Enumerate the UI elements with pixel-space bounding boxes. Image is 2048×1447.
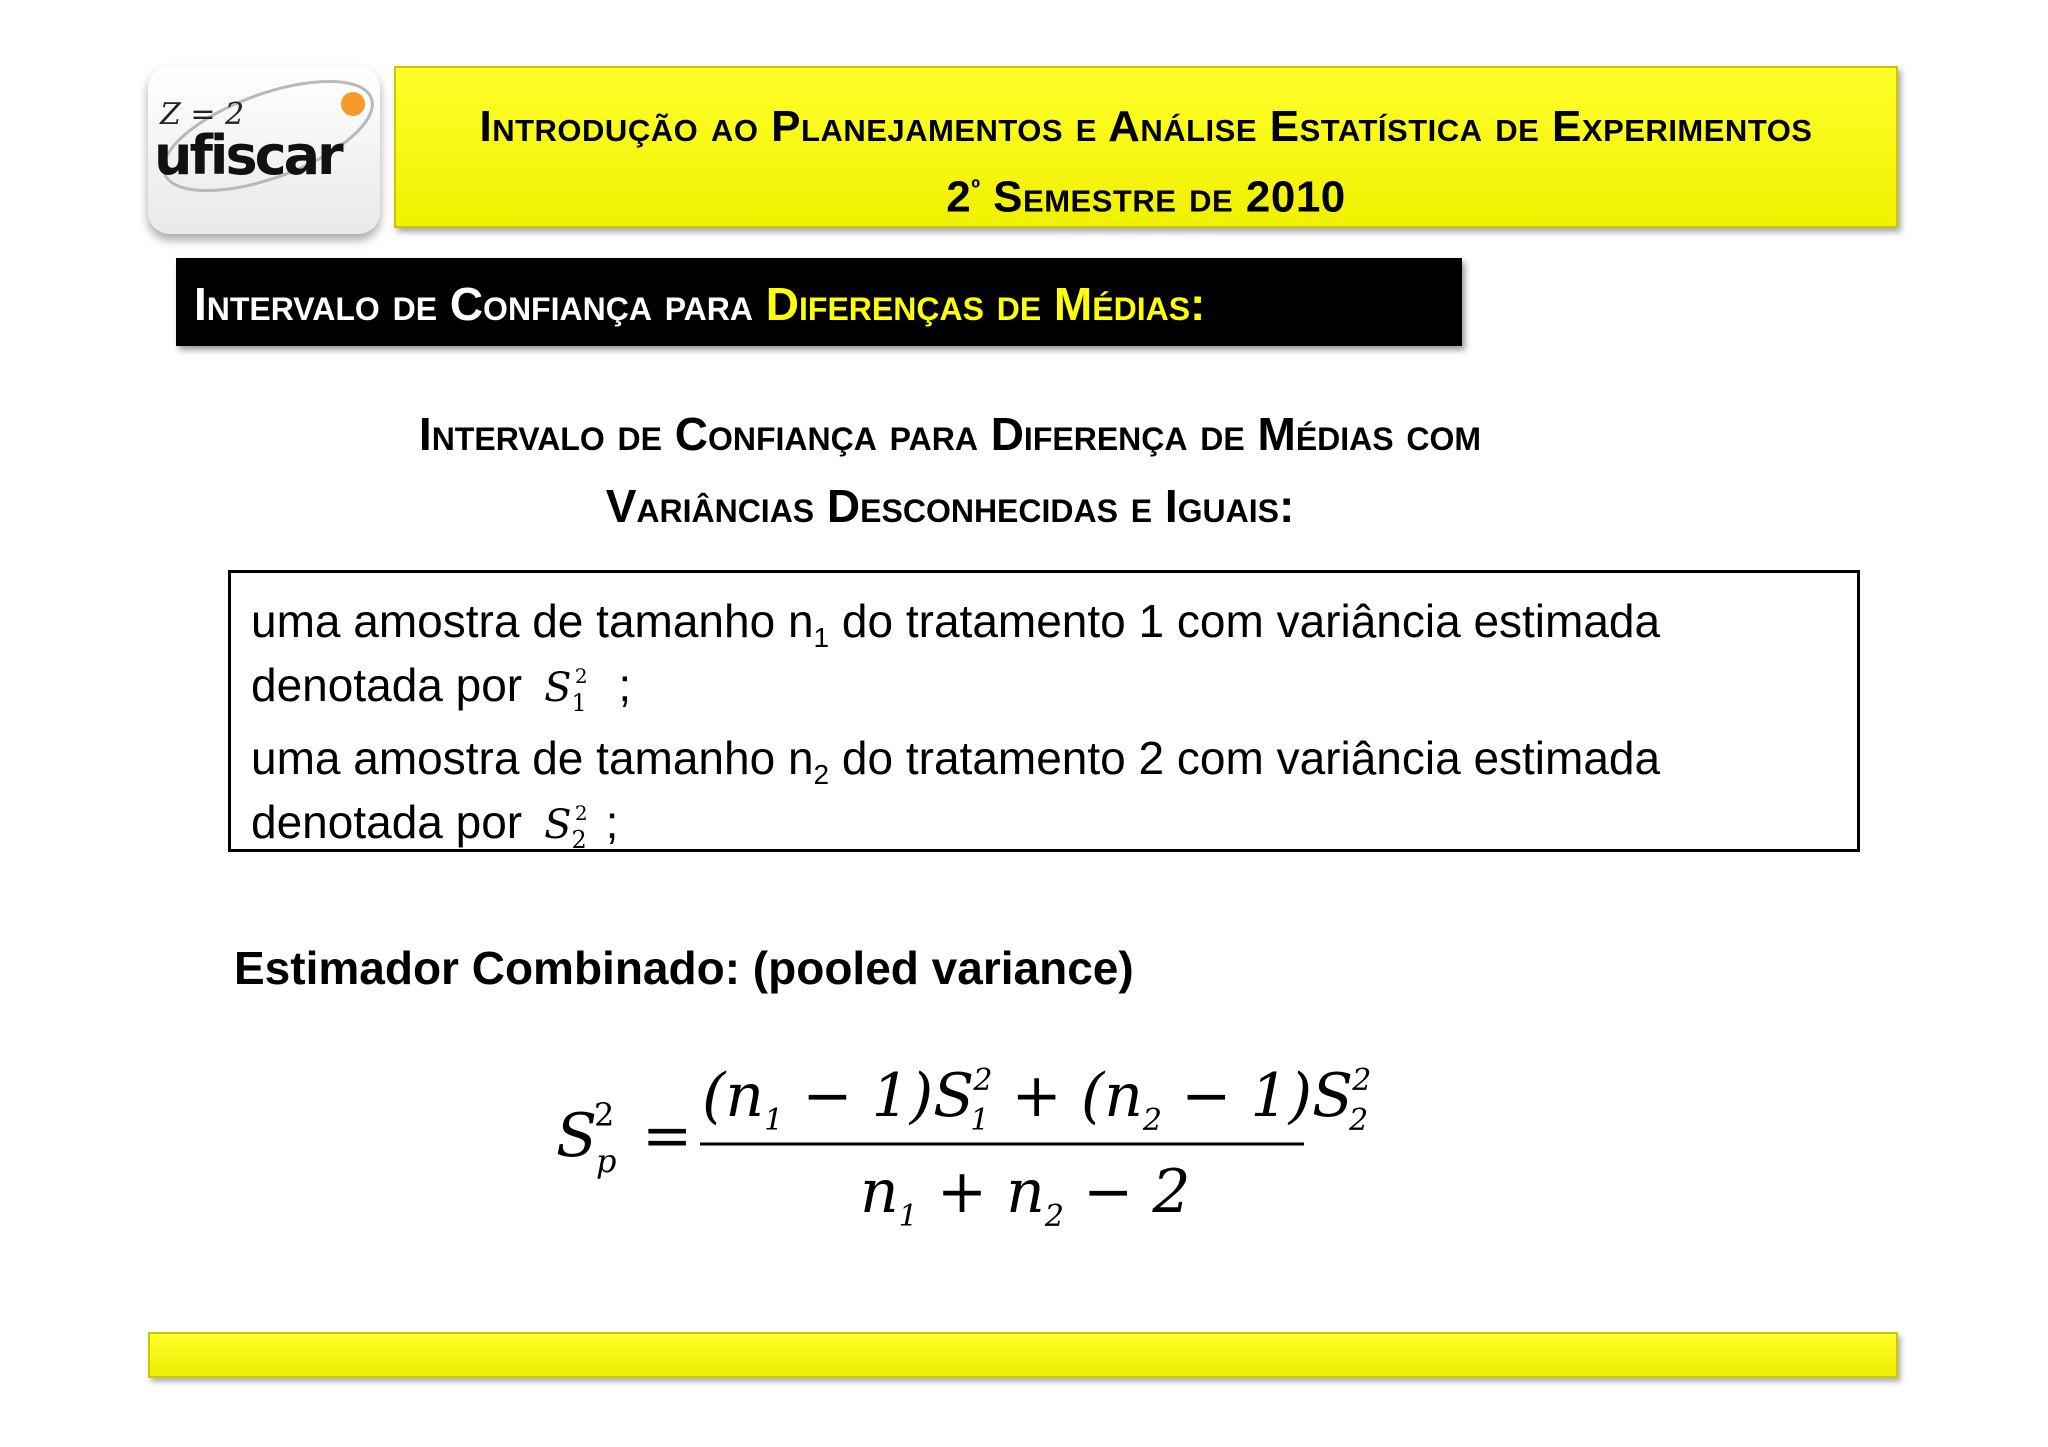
subtitle (190, 398, 1710, 542)
formula-numerator: $(n_1 - 1)S12 + (n_2 - 1)S22$ (702, 1061, 1372, 1138)
footer-bar (148, 1332, 1898, 1378)
logo-graphic (148, 66, 380, 234)
logo-formula-text: Z = 2 (160, 97, 245, 132)
header-title-line1: Introdução ao Planejamentos e Análise Estatística de Experimentos (479, 102, 1813, 151)
formula-lhs-sup: 2 (594, 1096, 615, 1134)
subtitle-line2: Variâncias Desconhecidas e Iguais: (605, 480, 1295, 532)
box-line4: denotada por $S_2^2$ ; (251, 790, 1857, 863)
logo-wordmark: ufiscar (154, 124, 341, 187)
formula-equals: = (642, 1101, 693, 1171)
section-title-white: Intervalo de Confiança para (194, 278, 766, 330)
ufscar-logo (148, 66, 380, 234)
subtitle-line1: Intervalo de Confiança para Diferença de Médias com (418, 408, 1482, 460)
formula-denominator: $n_1 + n_2 - 2$ (860, 1157, 1191, 1234)
box-line2: denotada por $S_1^2$ ; (251, 653, 1857, 726)
orange-dot-icon (341, 92, 365, 116)
formula-lhs: S (556, 1101, 598, 1171)
s2-squared-symbol: $S_2^2$ (544, 801, 588, 854)
section-title-highlight: Diferenças de Médias: (765, 278, 1206, 330)
estimator-title: Estimador Combinado: (pooled variance) (234, 942, 1134, 994)
section-title-bar (176, 258, 1462, 346)
sample-description-box (228, 570, 1860, 852)
formula-lhs-sub: p (596, 1142, 617, 1180)
s1-squared-symbol: $S_1^2$ (544, 664, 588, 717)
box-line3: uma amostra de tamanho $n_2$ do tratamento 2 com variância estimada (251, 732, 1661, 791)
header-title-line2: $2^º$ Semestre de 2010 (946, 172, 1346, 222)
pooled-variance-formula (552, 1040, 1372, 1245)
box-line1: uma amostra de tamanho $n_1$ do tratamento 1 com variância estimada (251, 595, 1661, 654)
header-banner (394, 66, 1898, 228)
